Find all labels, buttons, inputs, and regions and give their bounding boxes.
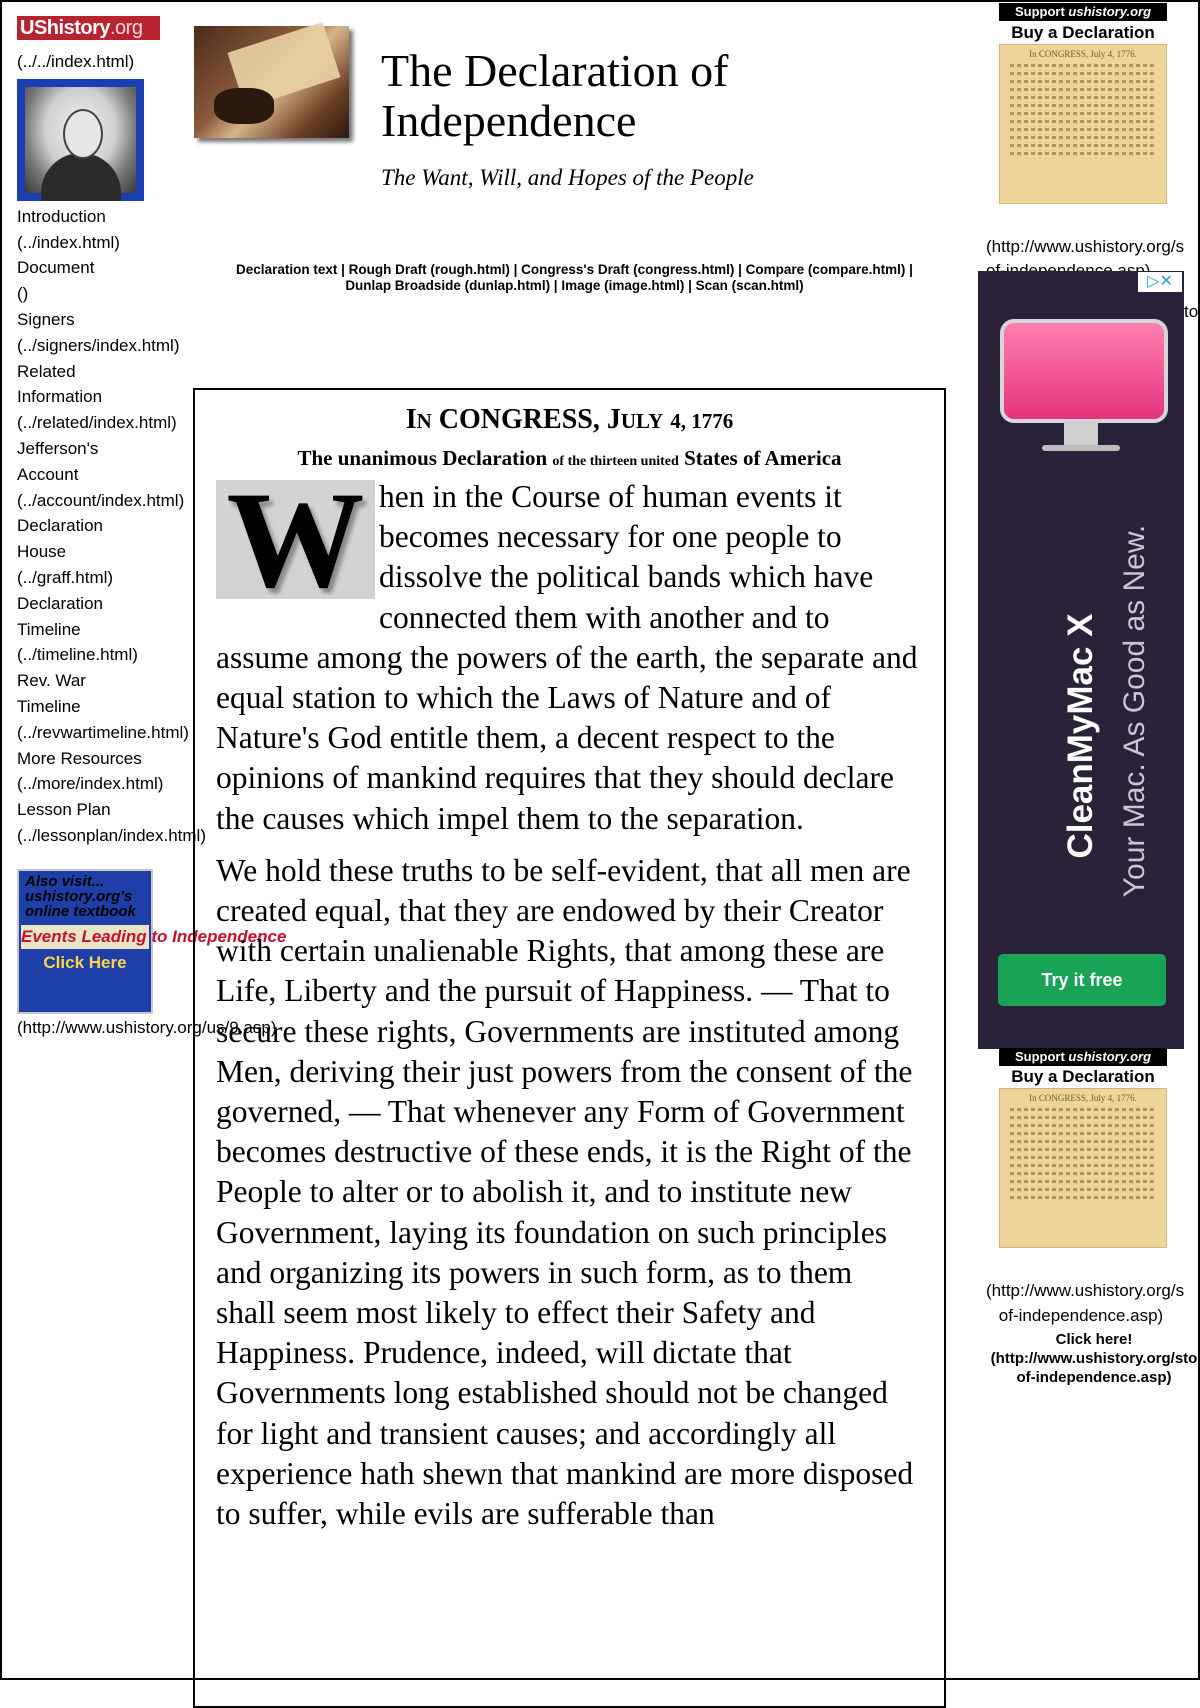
nav-revwar-url[interactable]: (../revwartimeline.html): [17, 722, 189, 742]
nav-lesson-url[interactable]: (../lessonplan/index.html): [17, 825, 206, 845]
paragraph-1: hen in the Course of human events it becomes necessary for one people to dissolve the political bands which have connected them with another and to assume among the powers of the earth, the separate and equal station to which the Laws of Nature and of Nature's God entitle them, a decent respect to the opinions of mankind requires that they should declare the causes which impel them to the separation.: [216, 479, 918, 836]
try-free-button[interactable]: Try it free: [998, 954, 1166, 1006]
ad-brand: CleanMyMac X: [1061, 613, 1100, 859]
declaration-text-box: [193, 388, 946, 1708]
support-banner-top: Support ushistory.org: [999, 3, 1167, 21]
nav-house-2[interactable]: House: [17, 542, 67, 562]
nav-jefferson-2[interactable]: Account: [17, 464, 79, 484]
stray-text: to: [1184, 302, 1199, 321]
section-nav-line1[interactable]: Declaration text | Rough Draft (rough.html) | Congress's Draft (congress.html) | Compare (compare.html) |: [236, 262, 913, 277]
document-body: [216, 477, 918, 1534]
left-nav: [17, 49, 287, 1040]
nav-more[interactable]: More Resources: [17, 748, 142, 768]
buy-declaration-url-top[interactable]: (http://www.ushistory.org/s: [986, 237, 1185, 256]
nav-introduction-url[interactable]: (../index.html): [17, 232, 120, 252]
buy-declaration-url-bottom-cont[interactable]: of-independence.asp): [998, 1306, 1164, 1325]
site-logo[interactable]: UShistory.org: [17, 16, 160, 40]
nav-related-2[interactable]: Information: [17, 387, 103, 407]
adchoices-icon[interactable]: ▷✕: [1138, 272, 1182, 292]
visit-textbook-banner[interactable]: Also visit... ushistory.org's online textbook Events Leading to Independence Click Here: [17, 869, 153, 1014]
nav-house-url[interactable]: (../graff.html): [17, 567, 114, 587]
nav-introduction[interactable]: Introduction: [17, 206, 106, 226]
nav-timeline-2[interactable]: Timeline: [17, 619, 81, 639]
page-title: The Declaration of Independence: [381, 45, 729, 146]
nav-revwar[interactable]: Rev. War: [17, 671, 86, 691]
nav-jefferson-url[interactable]: (../account/index.html): [17, 490, 185, 510]
section-nav: [207, 262, 942, 294]
click-here-link[interactable]: Click here! (http://www.ushistory.org/sto of-independence.asp): [990, 1331, 1198, 1386]
home-link[interactable]: (../../index.html): [17, 52, 135, 71]
nav-more-url[interactable]: (../more/index.html): [17, 774, 164, 794]
jefferson-portrait[interactable]: [17, 79, 144, 201]
nav-signers-url[interactable]: (../signers/index.html): [17, 335, 180, 355]
buy-declaration-label-top[interactable]: Buy a Declaration: [1011, 23, 1155, 42]
nav-revwar-2[interactable]: Timeline: [17, 696, 81, 716]
ad-tagline: Your Mac. As Good as New.: [1118, 524, 1151, 898]
declaration-header-image: [194, 26, 349, 138]
paragraph-2: We hold these truths to be self-evident, that all men are created equal, that they are endowed by their Creator with certain unalienable Rights, that among these are Life, Liberty and the pursuit of Happiness. — That to secure these rights, Governments are instituted among Men, deriving their just powers from the consent of the governed, — That whenever any Form of Government becomes destructive of these ends, it is the Right of the People to alter or to abolish it, and to institute new Government, laying its foundation on such principles and organizing its powers in such form, as to them shall seem most likely to effect their Safety and Happiness. Prudence, indeed, will dictate that Governments long established should not be changed for light and transient causes; and accordingly all experience hath shewn that mankind are more disposed to suffer, while evils are sufferable than: [216, 852, 914, 1532]
buy-declaration-image-bottom[interactable]: In CONGRESS, July 4, 1776.: [999, 1088, 1167, 1248]
nav-house[interactable]: Declaration: [17, 516, 103, 536]
nav-related-url[interactable]: (../related/index.html): [17, 413, 177, 433]
monitor-icon: [1000, 319, 1168, 423]
buy-declaration-image-top[interactable]: In CONGRESS, July 4, 1776.: [999, 44, 1167, 204]
nav-document-url[interactable]: (): [17, 284, 29, 304]
nav-timeline[interactable]: Declaration: [17, 593, 103, 613]
buy-declaration-label-bottom[interactable]: Buy a Declaration: [1011, 1067, 1155, 1086]
nav-jefferson[interactable]: Jefferson's: [17, 438, 99, 458]
document-subheading: The unanimous Declaration of the thirteen united States of America: [297, 446, 842, 470]
page-subtitle: The Want, Will, and Hopes of the People: [381, 165, 754, 190]
section-nav-line2[interactable]: Dunlap Broadside (dunlap.html) | Image (image.html) | Scan (scan.html): [345, 278, 804, 293]
visit-textbook-url[interactable]: (http://www.ushistory.org/us/9.asp): [17, 1017, 277, 1037]
nav-lesson[interactable]: Lesson Plan: [17, 800, 111, 820]
nav-related[interactable]: Related: [17, 361, 76, 381]
cleanmymac-ad[interactable]: [978, 271, 1184, 1049]
drop-cap: W: [216, 480, 375, 599]
nav-timeline-url[interactable]: (../timeline.html): [17, 645, 138, 665]
nav-signers[interactable]: Signers: [17, 309, 75, 329]
nav-document[interactable]: Document: [17, 258, 95, 278]
document-heading: IN CONGRESS, JULY 4, 1776: [405, 404, 734, 435]
buy-declaration-url-bottom[interactable]: (http://www.ushistory.org/s: [986, 1281, 1185, 1300]
support-banner-bottom: Support ushistory.org: [999, 1048, 1167, 1066]
